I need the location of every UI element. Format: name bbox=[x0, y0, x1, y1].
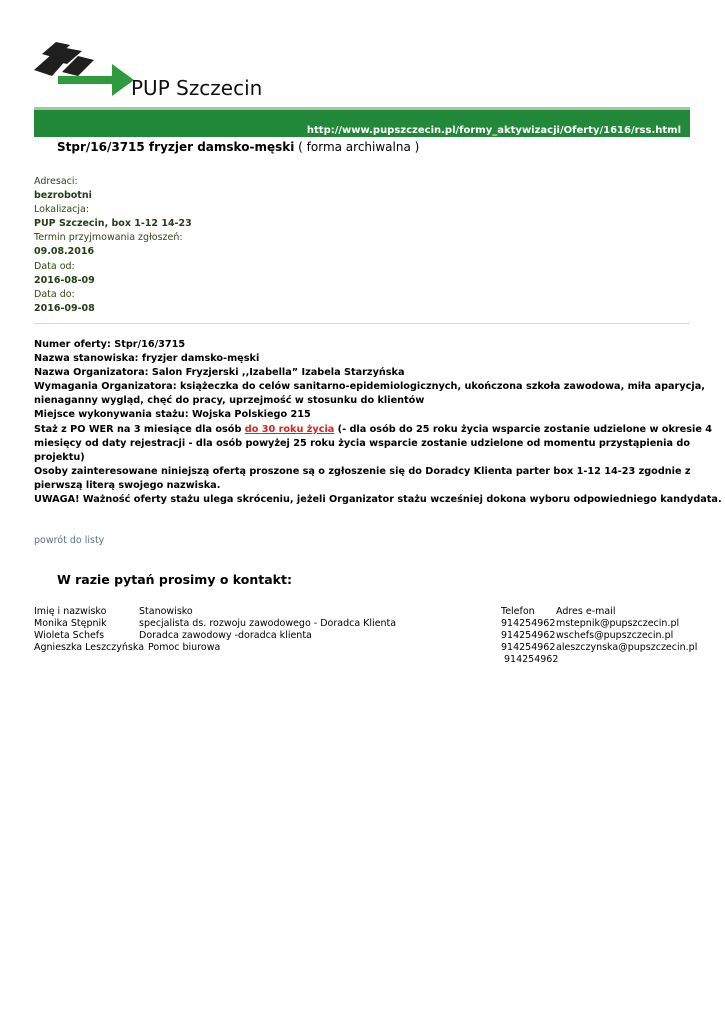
requirements-line-2: nienaganny wygląd, chęć do pracy, uprzejmość w stosunku do klientów bbox=[34, 395, 425, 407]
header-email: Adres e-mail bbox=[556, 606, 616, 617]
application-line-2: pierwszą literą swojego nazwiska. bbox=[34, 479, 221, 491]
detail-label-deadline: Termin przyjmowania zgłoszeń: bbox=[34, 232, 183, 244]
offer-number: Numer oferty: Stpr/16/3715 bbox=[34, 339, 186, 350]
contact-row bbox=[34, 642, 698, 654]
detail-value-recipients: bezrobotni bbox=[34, 190, 92, 202]
detail-label-recipients: Adresaci: bbox=[34, 176, 78, 187]
contact-phone: 914254962 bbox=[501, 630, 556, 641]
header-position: Stanowisko bbox=[139, 606, 193, 617]
detail-label-date-from: Data od: bbox=[34, 260, 75, 272]
divider bbox=[34, 323, 690, 324]
organizer-name: Nazwa Organizatora: Salon Fryzjerski ,,Izabella” Izabela Starzyńska bbox=[34, 367, 405, 379]
offer-description bbox=[34, 338, 722, 507]
detail-value-date-to: 2016-09-08 bbox=[34, 302, 95, 314]
detail-value-location: PUP Szczecin, box 1-12 14-23 bbox=[34, 218, 192, 230]
program-text-pre: Staż z PO WER na 3 miesiące dla osób bbox=[34, 423, 245, 435]
contact-name: Agnieszka Leszczyńska bbox=[34, 642, 145, 653]
offer-title bbox=[57, 140, 419, 154]
contact-name: Wioleta Schefs bbox=[34, 630, 105, 641]
contact-title: W razie pytań prosimy o kontakt: bbox=[57, 572, 292, 587]
detail-label-location: Lokalizacja: bbox=[34, 204, 90, 216]
contact-name: Monika Stępnik bbox=[34, 618, 107, 629]
program-line-2: miesięcy od daty rejestracji - dla osób powyżej 25 roku życia wsparcie zostanie udzielone od momentu przystąpienia do bbox=[34, 437, 691, 449]
detail-value-deadline: 09.08.2016 bbox=[34, 246, 95, 258]
contact-email: mstepnik@pupszczecin.pl bbox=[556, 618, 680, 629]
contact-phone-extra: 914254962 bbox=[504, 654, 559, 665]
program-line-3: projektu) bbox=[34, 451, 85, 463]
header-name: Imię i nazwisko bbox=[34, 606, 107, 617]
contact-phone: 914254962 bbox=[501, 618, 556, 629]
header-phone: Telefon bbox=[501, 606, 535, 617]
contact-email: wschefs@pupszczecin.pl bbox=[556, 630, 674, 641]
contact-position: Doradca zawodowy -doradca klienta bbox=[139, 630, 312, 641]
program-text-post: (- dla osób do 25 roku życia wsparcie zostanie udzielone w okresie 4 bbox=[334, 423, 713, 435]
position-name: Nazwa stanowiska: fryzjer damsko-męski bbox=[34, 353, 260, 365]
rss-url-bar bbox=[34, 107, 690, 137]
age-limit-highlight: do 30 roku życia bbox=[244, 423, 335, 435]
pup-logo-icon bbox=[34, 42, 134, 98]
offer-code-title: Stpr/16/3715 fryzjer damsko-męski bbox=[57, 140, 295, 154]
rss-url-link[interactable]: http://www.pupszczecin.pl/formy_aktywizacji/Oferty/1616/rss.html bbox=[306, 125, 681, 136]
archive-note: ( forma archiwalna ) bbox=[298, 140, 420, 154]
workplace: Miejsce wykonywania stażu: Wojska Polskiego 215 bbox=[34, 409, 311, 421]
detail-label-date-to: Data do: bbox=[34, 288, 75, 300]
contact-row bbox=[34, 618, 694, 630]
back-to-list-link[interactable]: powrót do listy bbox=[34, 535, 105, 546]
detail-value-date-from: 2016-08-09 bbox=[34, 274, 95, 286]
warning-note: UWAGA! Ważność oferty stażu ulega skróceniu, jeżeli Organizator stażu wcześniej dokona wyboru odpowiedniego kandydata. bbox=[34, 494, 722, 506]
offer-details bbox=[34, 175, 674, 316]
contact-position: specjalista ds. rozwoju zawodowego - Doradca Klienta bbox=[139, 618, 397, 629]
contact-table bbox=[34, 606, 698, 670]
logo-text: PUP Szczecin bbox=[131, 76, 263, 100]
requirements-line-1: Wymagania Organizatora: książeczka do celów sanitarno-epidemiologicznych, ukończona szkoła zawodowa, miła aparycja, bbox=[34, 381, 705, 393]
contact-email: aleszczynska@pupszczecin.pl bbox=[556, 642, 698, 653]
contact-row bbox=[34, 630, 694, 642]
contact-phone: 914254962 bbox=[501, 642, 556, 653]
contact-position: Pomoc biurowa bbox=[148, 642, 221, 653]
contact-row-extra bbox=[34, 654, 694, 666]
application-line-1: Osoby zainteresowane niniejszą ofertą proszone są o zgłoszenie się do Doradcy Klienta parter box 1-12 14-23 zgodnie z bbox=[34, 465, 691, 477]
program-line-1 bbox=[34, 423, 713, 437]
contact-header-row bbox=[34, 606, 694, 618]
